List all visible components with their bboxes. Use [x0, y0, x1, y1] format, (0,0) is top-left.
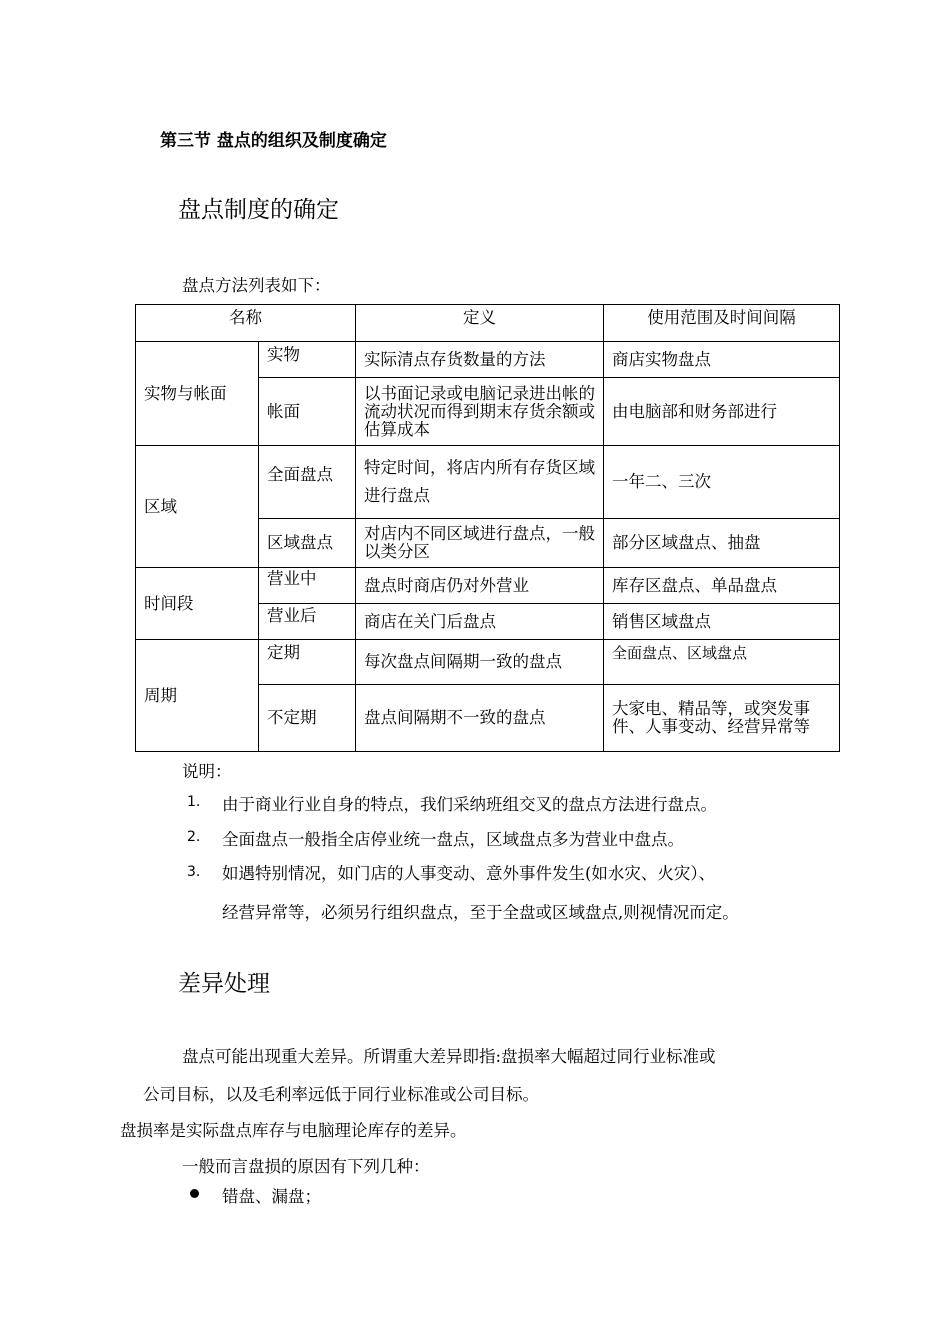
- diff-para-line2: 公司目标，以及毛利率远低于同行业标准或公司目标。: [143, 1085, 539, 1104]
- header-definition: 定义: [356, 305, 604, 342]
- table-intro: 盘点方法列表如下：: [182, 276, 331, 295]
- table-row: [136, 446, 840, 519]
- note-text: 全面盘点一般指全店停业统一盘点，区域盘点多为营业中盘点。: [222, 830, 684, 849]
- definition-cell: 盘点间隔期不一致的盘点: [356, 685, 604, 752]
- definition-cell: 对店内不同区域进行盘点，一般以类分区: [356, 519, 604, 568]
- definition-cell: 以书面记录或电脑记录进出帐的流动状况而得到期末存货余额或估算成本: [356, 378, 604, 446]
- table-header-row: [136, 305, 840, 342]
- diff-para-line1: 盘点可能出现重大差异。所谓重大差异即指:盘损率大幅超过同行业标准或: [182, 1047, 716, 1066]
- scope-cell: 部分区域盘点、抽盘: [604, 519, 840, 568]
- note-number: 3.: [187, 864, 201, 880]
- scope-cell: 全面盘点、区域盘点: [604, 640, 840, 685]
- methods-table: [135, 304, 840, 752]
- definition-cell: 特定时间，将店内所有存货区域进行盘点: [356, 446, 604, 519]
- name-cell: 定期: [259, 640, 356, 685]
- definition-cell: 商店在关门后盘点: [356, 604, 604, 640]
- name-cell: 实物: [259, 342, 356, 378]
- category-cell: 区域: [136, 446, 259, 568]
- category-cell: 周期: [136, 640, 259, 752]
- name-cell: 营业中: [259, 568, 356, 604]
- name-cell: 营业后: [259, 604, 356, 640]
- bullet-item: 错盘、漏盘；: [222, 1187, 321, 1206]
- definition-cell: 每次盘点间隔期一致的盘点: [356, 640, 604, 685]
- name-cell: 不定期: [259, 685, 356, 752]
- category-cell: 实物与帐面: [136, 342, 259, 446]
- scope-cell: 销售区域盘点: [604, 604, 840, 640]
- scope-cell: 由电脑部和财务部进行: [604, 378, 840, 446]
- loss-rate-definition: 盘损率是实际盘点库存与电脑理论库存的差异。: [120, 1121, 467, 1140]
- definition-cell: 盘点时商店仍对外营业: [356, 568, 604, 604]
- table-row: [136, 640, 840, 685]
- notes-label: 说明：: [182, 762, 232, 781]
- scope-cell: 库存区盘点、单品盘点: [604, 568, 840, 604]
- name-cell: 区域盘点: [259, 519, 356, 568]
- note-text: 如遇特别情况，如门店的人事变动、意外事件发生(如水灾、火灾）、: [222, 864, 716, 883]
- table-row: [136, 342, 840, 378]
- reasons-intro: 一般而言盘损的原因有下列几种：: [182, 1157, 430, 1176]
- scope-cell: 商店实物盘点: [604, 342, 840, 378]
- note-number: 1.: [187, 794, 201, 810]
- definition-cell: 实际清点存货数量的方法: [356, 342, 604, 378]
- note-text: 由于商业行业自身的特点，我们采纳班组交叉的盘点方法进行盘点。: [222, 795, 717, 814]
- note-text-continued: 经营异常等，必须另行组织盘点，至于全盘或区域盘点,则视情况而定。: [222, 903, 739, 922]
- header-name: 名称: [136, 305, 356, 342]
- bullet-dot-icon: [190, 1189, 199, 1198]
- header-scope: 使用范围及时间间隔: [604, 305, 840, 342]
- category-cell: 时间段: [136, 568, 259, 640]
- name-cell: 全面盘点: [259, 446, 356, 519]
- name-cell: 帐面: [259, 378, 356, 446]
- heading-system: 盘点制度的确定: [178, 197, 339, 223]
- note-number: 2.: [187, 829, 201, 845]
- table-row: [136, 568, 840, 604]
- section-title: 第三节 盘点的组织及制度确定: [160, 131, 387, 151]
- heading-diff: 差异处理: [178, 971, 270, 997]
- scope-cell: 大家电、精品等，或突发事件、人事变动、经营异常等: [604, 685, 840, 752]
- scope-cell: 一年二、三次: [604, 446, 840, 519]
